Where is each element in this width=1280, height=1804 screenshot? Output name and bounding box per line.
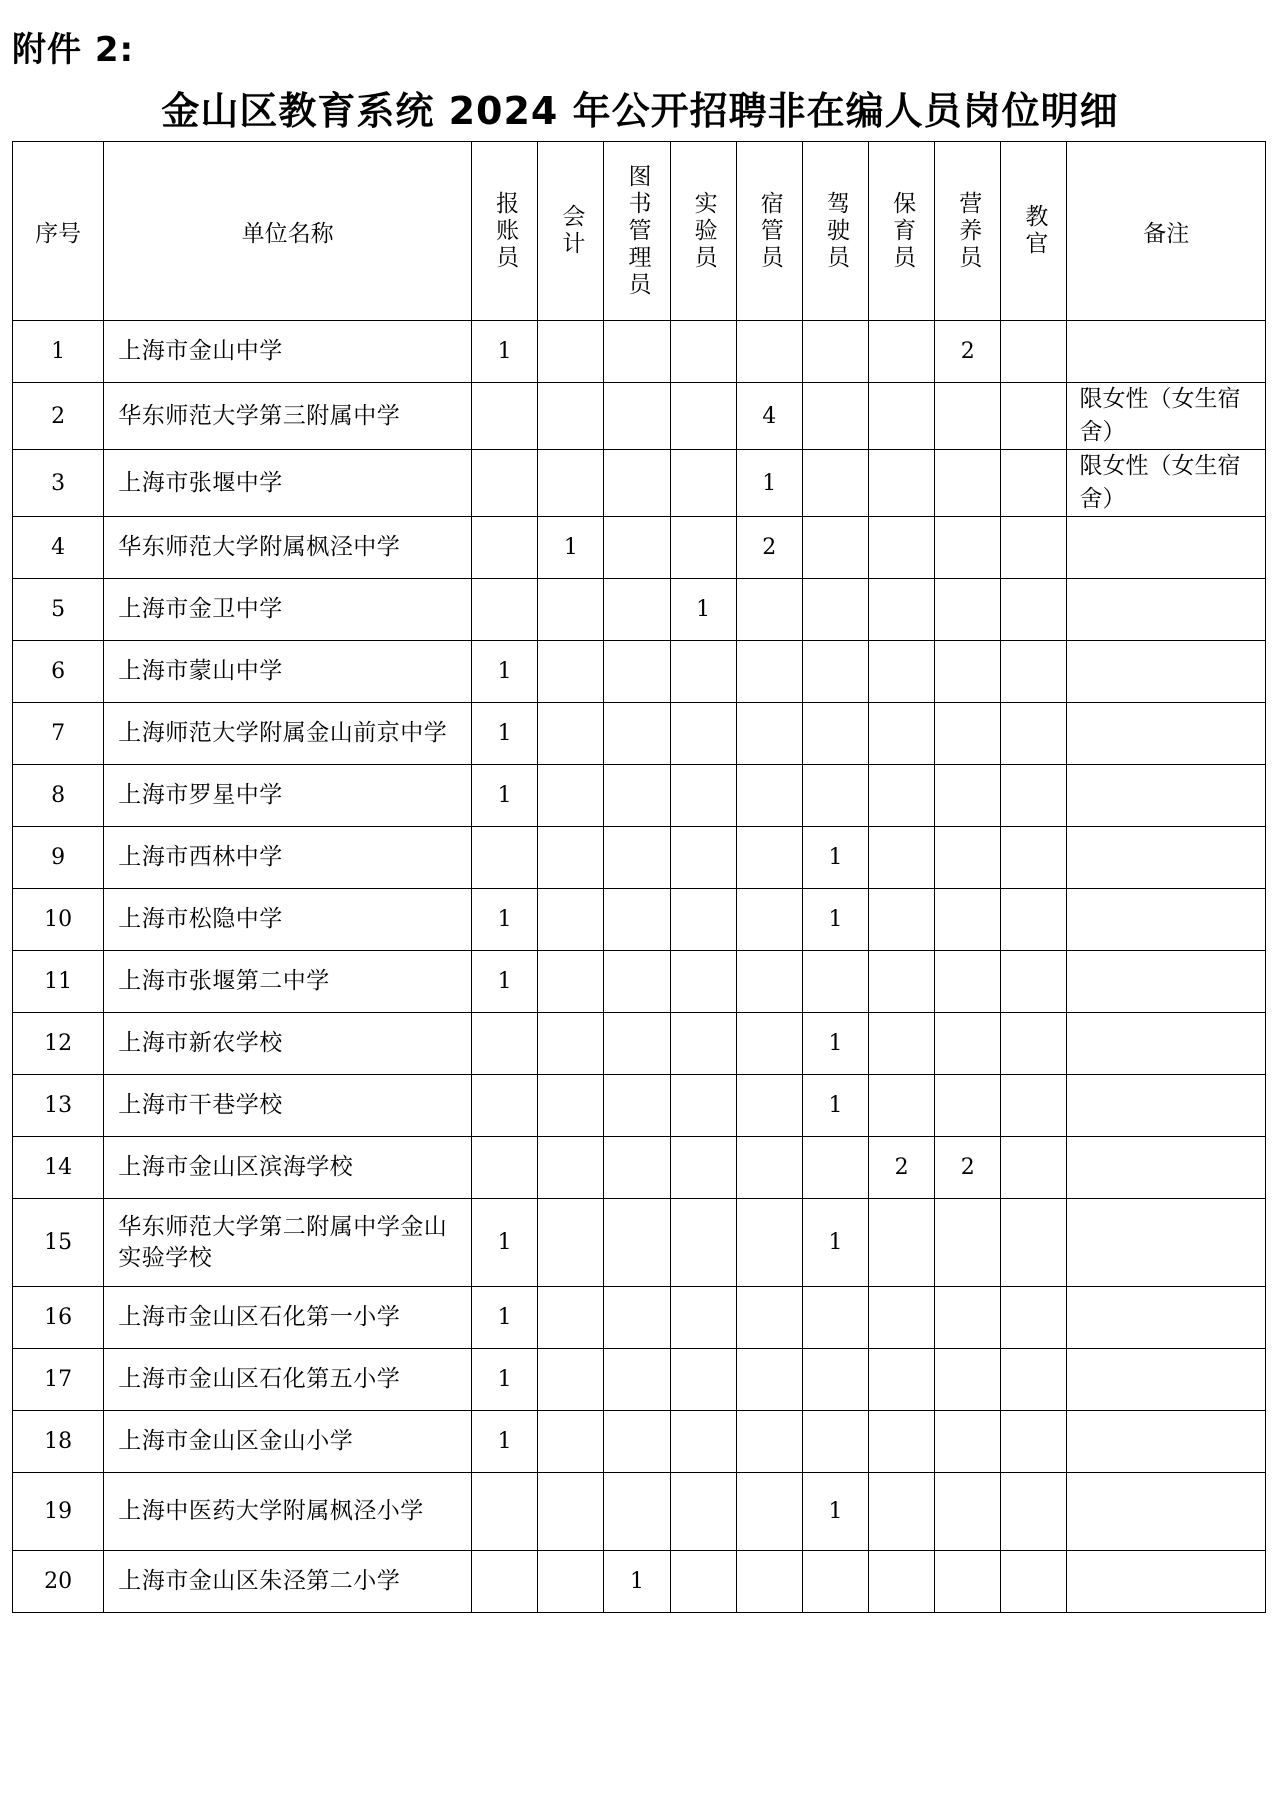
row-count-4 <box>736 1199 802 1287</box>
table-row <box>13 1199 1266 1287</box>
row-count-4 <box>736 827 802 889</box>
row-count-7 <box>935 383 1001 450</box>
row-count-4 <box>736 703 802 765</box>
row-count-4 <box>736 1075 802 1137</box>
row-count-0 <box>472 1013 538 1075</box>
row-count-3 <box>670 1013 736 1075</box>
row-seq: 7 <box>13 703 104 765</box>
row-count-8 <box>1001 517 1067 579</box>
row-count-5 <box>802 579 868 641</box>
row-count-4 <box>736 1411 802 1473</box>
table-row <box>13 641 1266 703</box>
row-count-7 <box>935 517 1001 579</box>
row-seq: 17 <box>13 1349 104 1411</box>
row-count-5 <box>802 1287 868 1349</box>
table-row <box>13 383 1266 450</box>
row-note <box>1067 1013 1266 1075</box>
row-count-2 <box>604 889 670 951</box>
row-count-5: 1 <box>802 827 868 889</box>
row-count-8 <box>1001 1075 1067 1137</box>
header-position-3 <box>670 142 736 321</box>
row-count-0: 1 <box>472 641 538 703</box>
row-count-0: 1 <box>472 703 538 765</box>
row-count-2 <box>604 1411 670 1473</box>
row-count-6 <box>869 1199 935 1287</box>
row-seq: 6 <box>13 641 104 703</box>
header-position-1-label: 会计 <box>558 204 585 258</box>
header-position-0-label: 报账员 <box>492 190 519 272</box>
row-note <box>1067 1473 1266 1551</box>
row-seq: 8 <box>13 765 104 827</box>
row-unit-name: 上海师范大学附属金山前京中学 <box>104 703 472 765</box>
row-note <box>1067 765 1266 827</box>
row-count-8 <box>1001 765 1067 827</box>
header-position-0 <box>472 142 538 321</box>
row-count-6 <box>869 889 935 951</box>
row-count-1: 1 <box>538 517 604 579</box>
row-note <box>1067 1075 1266 1137</box>
row-count-0: 1 <box>472 765 538 827</box>
row-count-5 <box>802 450 868 517</box>
row-count-7 <box>935 450 1001 517</box>
row-seq: 3 <box>13 450 104 517</box>
header-position-4-label: 宿管员 <box>756 190 783 272</box>
row-count-8 <box>1001 450 1067 517</box>
row-count-6 <box>869 951 935 1013</box>
row-unit-name: 上海市金山区滨海学校 <box>104 1137 472 1199</box>
header-position-4 <box>736 142 802 321</box>
row-note <box>1067 1411 1266 1473</box>
row-seq: 14 <box>13 1137 104 1199</box>
row-count-2 <box>604 1349 670 1411</box>
row-count-4 <box>736 321 802 383</box>
table-row <box>13 450 1266 517</box>
row-unit-name: 上海市干巷学校 <box>104 1075 472 1137</box>
row-count-7 <box>935 1411 1001 1473</box>
row-count-0 <box>472 827 538 889</box>
row-count-0 <box>472 383 538 450</box>
row-count-3 <box>670 1349 736 1411</box>
row-count-0 <box>472 579 538 641</box>
table-row <box>13 703 1266 765</box>
row-seq: 20 <box>13 1551 104 1613</box>
row-count-8 <box>1001 951 1067 1013</box>
table-row <box>13 1287 1266 1349</box>
row-count-3 <box>670 1075 736 1137</box>
row-unit-name: 上海市西林中学 <box>104 827 472 889</box>
header-seq: 序号 <box>13 142 104 321</box>
row-count-2 <box>604 1473 670 1551</box>
row-count-3 <box>670 1199 736 1287</box>
row-count-1 <box>538 383 604 450</box>
row-unit-name: 华东师范大学附属枫泾中学 <box>104 517 472 579</box>
row-count-0 <box>472 1473 538 1551</box>
header-position-8-label: 教官 <box>1021 204 1048 258</box>
row-unit-name: 上海市金山区石化第五小学 <box>104 1349 472 1411</box>
header-position-3-label: 实验员 <box>690 190 717 272</box>
row-note <box>1067 1199 1266 1287</box>
row-count-8 <box>1001 1349 1067 1411</box>
row-count-6 <box>869 703 935 765</box>
row-count-5: 1 <box>802 1013 868 1075</box>
row-count-0: 1 <box>472 1199 538 1287</box>
table-row <box>13 517 1266 579</box>
row-note <box>1067 889 1266 951</box>
table-row <box>13 1411 1266 1473</box>
row-count-7 <box>935 579 1001 641</box>
row-count-8 <box>1001 1287 1067 1349</box>
row-count-6 <box>869 1075 935 1137</box>
row-seq: 11 <box>13 951 104 1013</box>
header-position-8 <box>1001 142 1067 321</box>
row-count-0 <box>472 1551 538 1613</box>
row-count-6 <box>869 1551 935 1613</box>
row-count-6 <box>869 765 935 827</box>
row-count-3 <box>670 321 736 383</box>
row-note: 限女性（女生宿舍） <box>1067 383 1266 450</box>
row-count-4: 4 <box>736 383 802 450</box>
row-count-7 <box>935 827 1001 889</box>
row-count-5 <box>802 703 868 765</box>
row-count-4 <box>736 1551 802 1613</box>
header-position-6-label: 保育员 <box>889 190 916 272</box>
header-position-2 <box>604 142 670 321</box>
row-count-4 <box>736 889 802 951</box>
row-count-2 <box>604 641 670 703</box>
row-note <box>1067 1349 1266 1411</box>
table-header <box>13 142 1266 321</box>
row-count-0: 1 <box>472 889 538 951</box>
row-count-1 <box>538 827 604 889</box>
row-count-1 <box>538 641 604 703</box>
row-note <box>1067 641 1266 703</box>
row-count-3 <box>670 1137 736 1199</box>
row-count-7: 2 <box>935 321 1001 383</box>
row-count-3 <box>670 1287 736 1349</box>
row-count-3 <box>670 517 736 579</box>
row-count-3 <box>670 383 736 450</box>
row-count-6 <box>869 517 935 579</box>
row-count-2 <box>604 703 670 765</box>
row-unit-name: 上海市金山区金山小学 <box>104 1411 472 1473</box>
row-count-6 <box>869 1349 935 1411</box>
row-count-7 <box>935 1473 1001 1551</box>
row-count-6 <box>869 1013 935 1075</box>
row-unit-name: 上海市金山中学 <box>104 321 472 383</box>
attachment-label: 附件 2: <box>12 30 135 70</box>
row-count-5: 1 <box>802 889 868 951</box>
row-unit-name: 上海市金山区朱泾第二小学 <box>104 1551 472 1613</box>
row-count-4: 2 <box>736 517 802 579</box>
row-count-3 <box>670 1411 736 1473</box>
header-note: 备注 <box>1067 142 1266 321</box>
table-row <box>13 321 1266 383</box>
row-count-1 <box>538 1137 604 1199</box>
row-count-2 <box>604 951 670 1013</box>
header-position-7-label: 营养员 <box>955 190 982 272</box>
row-count-8 <box>1001 889 1067 951</box>
row-count-6 <box>869 1411 935 1473</box>
row-note <box>1067 517 1266 579</box>
row-count-4 <box>736 1349 802 1411</box>
row-unit-name: 上海市蒙山中学 <box>104 641 472 703</box>
row-count-2 <box>604 450 670 517</box>
row-count-8 <box>1001 827 1067 889</box>
row-count-4 <box>736 1473 802 1551</box>
row-seq: 10 <box>13 889 104 951</box>
row-count-0: 1 <box>472 1349 538 1411</box>
row-count-1 <box>538 1075 604 1137</box>
row-count-8 <box>1001 703 1067 765</box>
row-count-6 <box>869 1473 935 1551</box>
row-count-5 <box>802 641 868 703</box>
row-unit-name: 上海市松隐中学 <box>104 889 472 951</box>
row-count-2 <box>604 827 670 889</box>
row-count-8 <box>1001 1137 1067 1199</box>
row-seq: 5 <box>13 579 104 641</box>
row-count-5 <box>802 1411 868 1473</box>
row-count-2 <box>604 321 670 383</box>
row-count-7 <box>935 951 1001 1013</box>
row-count-3 <box>670 951 736 1013</box>
row-count-1 <box>538 450 604 517</box>
row-count-3: 1 <box>670 579 736 641</box>
row-count-5: 1 <box>802 1199 868 1287</box>
row-count-3 <box>670 450 736 517</box>
row-count-1 <box>538 1013 604 1075</box>
header-position-7 <box>935 142 1001 321</box>
row-count-2 <box>604 517 670 579</box>
row-seq: 1 <box>13 321 104 383</box>
row-count-4 <box>736 1137 802 1199</box>
row-count-5: 1 <box>802 1075 868 1137</box>
row-count-8 <box>1001 579 1067 641</box>
row-note <box>1067 1551 1266 1613</box>
row-count-3 <box>670 765 736 827</box>
row-count-1 <box>538 1287 604 1349</box>
row-count-6: 2 <box>869 1137 935 1199</box>
row-seq: 19 <box>13 1473 104 1551</box>
header-position-5 <box>802 142 868 321</box>
row-count-3 <box>670 703 736 765</box>
table-row <box>13 1013 1266 1075</box>
row-count-1 <box>538 703 604 765</box>
row-count-5 <box>802 517 868 579</box>
row-count-2 <box>604 1199 670 1287</box>
row-count-0 <box>472 1075 538 1137</box>
row-count-8 <box>1001 1013 1067 1075</box>
row-count-2 <box>604 579 670 641</box>
row-unit-name: 上海市张堰中学 <box>104 450 472 517</box>
row-count-4 <box>736 951 802 1013</box>
table-row <box>13 827 1266 889</box>
row-unit-name: 上海中医药大学附属枫泾小学 <box>104 1473 472 1551</box>
table-row <box>13 1349 1266 1411</box>
table-body <box>13 321 1266 1613</box>
row-note <box>1067 951 1266 1013</box>
row-note <box>1067 1287 1266 1349</box>
row-count-8 <box>1001 641 1067 703</box>
page-title: 金山区教育系统 2024 年公开招聘非在编人员岗位明细 <box>161 89 1119 133</box>
row-count-1 <box>538 889 604 951</box>
row-unit-name: 上海市罗星中学 <box>104 765 472 827</box>
row-count-7 <box>935 703 1001 765</box>
table-row <box>13 1075 1266 1137</box>
row-count-3 <box>670 641 736 703</box>
row-count-4 <box>736 579 802 641</box>
row-seq: 13 <box>13 1075 104 1137</box>
header-position-1 <box>538 142 604 321</box>
row-count-2 <box>604 1075 670 1137</box>
row-count-3 <box>670 1473 736 1551</box>
row-count-4: 1 <box>736 450 802 517</box>
row-count-5 <box>802 765 868 827</box>
row-count-8 <box>1001 321 1067 383</box>
row-count-2 <box>604 383 670 450</box>
positions-table <box>12 141 1266 1613</box>
row-seq: 16 <box>13 1287 104 1349</box>
row-seq: 2 <box>13 383 104 450</box>
row-count-0: 1 <box>472 951 538 1013</box>
row-count-6 <box>869 383 935 450</box>
row-count-7 <box>935 889 1001 951</box>
row-count-7 <box>935 1551 1001 1613</box>
row-count-8 <box>1001 383 1067 450</box>
row-count-5 <box>802 1349 868 1411</box>
row-count-7 <box>935 1013 1001 1075</box>
row-count-3 <box>670 1551 736 1613</box>
header-unit-name: 单位名称 <box>104 142 472 321</box>
row-count-2: 1 <box>604 1551 670 1613</box>
row-note <box>1067 579 1266 641</box>
row-unit-name: 上海市金卫中学 <box>104 579 472 641</box>
row-count-2 <box>604 765 670 827</box>
row-unit-name: 上海市金山区石化第一小学 <box>104 1287 472 1349</box>
row-count-5 <box>802 951 868 1013</box>
row-seq: 12 <box>13 1013 104 1075</box>
row-unit-name: 上海市张堰第二中学 <box>104 951 472 1013</box>
row-count-7 <box>935 1199 1001 1287</box>
row-seq: 9 <box>13 827 104 889</box>
row-count-5: 1 <box>802 1473 868 1551</box>
row-count-6 <box>869 827 935 889</box>
row-count-8 <box>1001 1473 1067 1551</box>
row-count-7 <box>935 1287 1001 1349</box>
row-count-2 <box>604 1013 670 1075</box>
row-count-6 <box>869 641 935 703</box>
row-count-1 <box>538 579 604 641</box>
row-count-7 <box>935 641 1001 703</box>
row-count-8 <box>1001 1411 1067 1473</box>
row-count-5 <box>802 383 868 450</box>
header-position-6 <box>869 142 935 321</box>
row-count-5 <box>802 1551 868 1613</box>
row-note <box>1067 703 1266 765</box>
row-count-2 <box>604 1287 670 1349</box>
row-count-4 <box>736 765 802 827</box>
row-count-4 <box>736 1013 802 1075</box>
row-seq: 15 <box>13 1199 104 1287</box>
row-count-4 <box>736 641 802 703</box>
row-unit-name: 上海市新农学校 <box>104 1013 472 1075</box>
header-position-5-label: 驾驶员 <box>822 190 849 272</box>
row-count-5 <box>802 321 868 383</box>
table-row <box>13 1137 1266 1199</box>
row-count-1 <box>538 1349 604 1411</box>
row-count-5 <box>802 1137 868 1199</box>
row-seq: 4 <box>13 517 104 579</box>
row-count-1 <box>538 321 604 383</box>
row-seq: 18 <box>13 1411 104 1473</box>
row-count-0: 1 <box>472 1287 538 1349</box>
row-count-3 <box>670 889 736 951</box>
row-count-6 <box>869 321 935 383</box>
row-count-6 <box>869 450 935 517</box>
row-count-1 <box>538 1473 604 1551</box>
row-count-8 <box>1001 1199 1067 1287</box>
row-count-7 <box>935 765 1001 827</box>
row-count-0: 1 <box>472 1411 538 1473</box>
row-count-0 <box>472 1137 538 1199</box>
row-note <box>1067 827 1266 889</box>
row-count-6 <box>869 579 935 641</box>
row-count-1 <box>538 951 604 1013</box>
row-count-1 <box>538 1551 604 1613</box>
row-count-2 <box>604 1137 670 1199</box>
row-count-1 <box>538 1199 604 1287</box>
row-count-7: 2 <box>935 1137 1001 1199</box>
table-row <box>13 765 1266 827</box>
row-count-7 <box>935 1349 1001 1411</box>
table-row <box>13 889 1266 951</box>
table-row <box>13 1473 1266 1551</box>
row-count-4 <box>736 1287 802 1349</box>
table-row <box>13 1551 1266 1613</box>
row-note <box>1067 1137 1266 1199</box>
row-note <box>1067 321 1266 383</box>
row-unit-name: 华东师范大学第二附属中学金山实验学校 <box>104 1199 472 1287</box>
row-count-6 <box>869 1287 935 1349</box>
table-row <box>13 951 1266 1013</box>
row-count-8 <box>1001 1551 1067 1613</box>
table-row <box>13 579 1266 641</box>
row-count-1 <box>538 765 604 827</box>
row-note: 限女性（女生宿舍） <box>1067 450 1266 517</box>
row-count-0 <box>472 517 538 579</box>
row-count-3 <box>670 827 736 889</box>
row-unit-name: 华东师范大学第三附属中学 <box>104 383 472 450</box>
header-position-2-label: 图书管理员 <box>624 163 651 299</box>
row-count-7 <box>935 1075 1001 1137</box>
row-count-0 <box>472 450 538 517</box>
row-count-1 <box>538 1411 604 1473</box>
row-count-0: 1 <box>472 321 538 383</box>
